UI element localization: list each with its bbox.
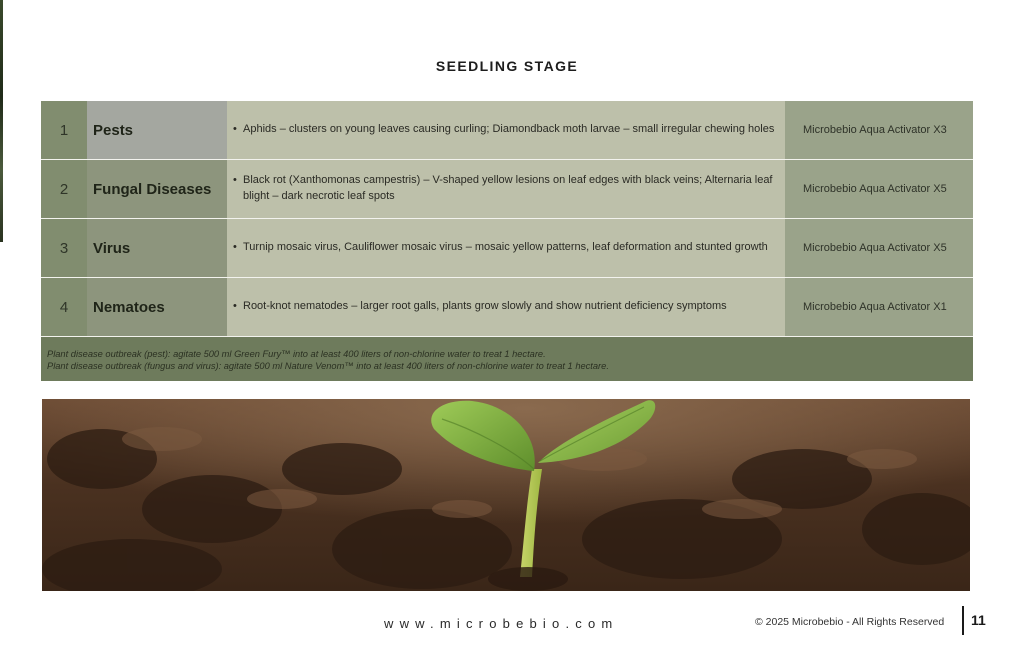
row-description (227, 278, 785, 336)
row-description (227, 160, 785, 218)
seedling-illustration (42, 399, 970, 591)
page-title: SEEDLING STAGE (435, 58, 579, 74)
left-edge-photo-strip (0, 0, 3, 242)
row-product: Microbebio Aqua Activator X5 (785, 160, 973, 218)
row-number: 2 (41, 160, 87, 218)
row-number: 3 (41, 219, 87, 277)
row-category: Nematoes (87, 278, 227, 336)
row-description (227, 101, 785, 159)
footer-divider (962, 606, 964, 635)
note-line-fungus-virus: Plant disease outbreak (fungus and virus): agitate 500 ml Nature Venom™ into at least 400 liters of non-chlorine water to treat 1 hectare. (47, 361, 609, 372)
bullet-icon: • (233, 241, 237, 254)
row-category: Virus (87, 219, 227, 277)
seedling-table (41, 101, 973, 381)
treatment-note (41, 337, 973, 381)
row-category: Pests (87, 101, 227, 159)
note-line-pest: Plant disease outbreak (pest): agitate 500 ml Green Fury™ into at least 400 liters of non-chlorine water to treat 1 hectare. (47, 349, 546, 359)
row-category: Fungal Diseases (87, 160, 227, 218)
page-number: 11 (971, 612, 986, 628)
description-text: Turnip mosaic virus, Cauliflower mosaic virus – mosaic yellow patterns, leaf deformation and stunted growth (243, 241, 768, 254)
bullet-icon: • (233, 300, 237, 313)
table-row (41, 278, 973, 337)
table-row (41, 160, 973, 219)
seedling-photo (42, 399, 970, 591)
row-product: Microbebio Aqua Activator X3 (785, 101, 973, 159)
table-row (41, 101, 973, 160)
website-url[interactable]: www.microbebio.com (384, 616, 619, 631)
row-description (227, 219, 785, 277)
bullet-icon: • (233, 174, 237, 187)
description-text: Aphids – clusters on young leaves causing curling; Diamondback moth larvae – small irregular chewing holes (243, 123, 775, 136)
bullet-icon: • (233, 123, 237, 136)
description-text: Black rot (Xanthomonas campestris) – V-shaped yellow lesions on leaf edges with black veins; Alternaria leaf blight – dark necrotic leaf spots (243, 174, 773, 202)
row-product: Microbebio Aqua Activator X5 (785, 219, 973, 277)
copyright-text: © 2025 Microbebio - All Rights Reserved (755, 616, 945, 628)
row-product: Microbebio Aqua Activator X1 (785, 278, 973, 336)
row-number: 1 (41, 101, 87, 159)
table-row (41, 219, 973, 278)
row-number: 4 (41, 278, 87, 336)
description-text: Root-knot nematodes – larger root galls, plants grow slowly and show nutrient deficiency symptoms (243, 300, 727, 313)
